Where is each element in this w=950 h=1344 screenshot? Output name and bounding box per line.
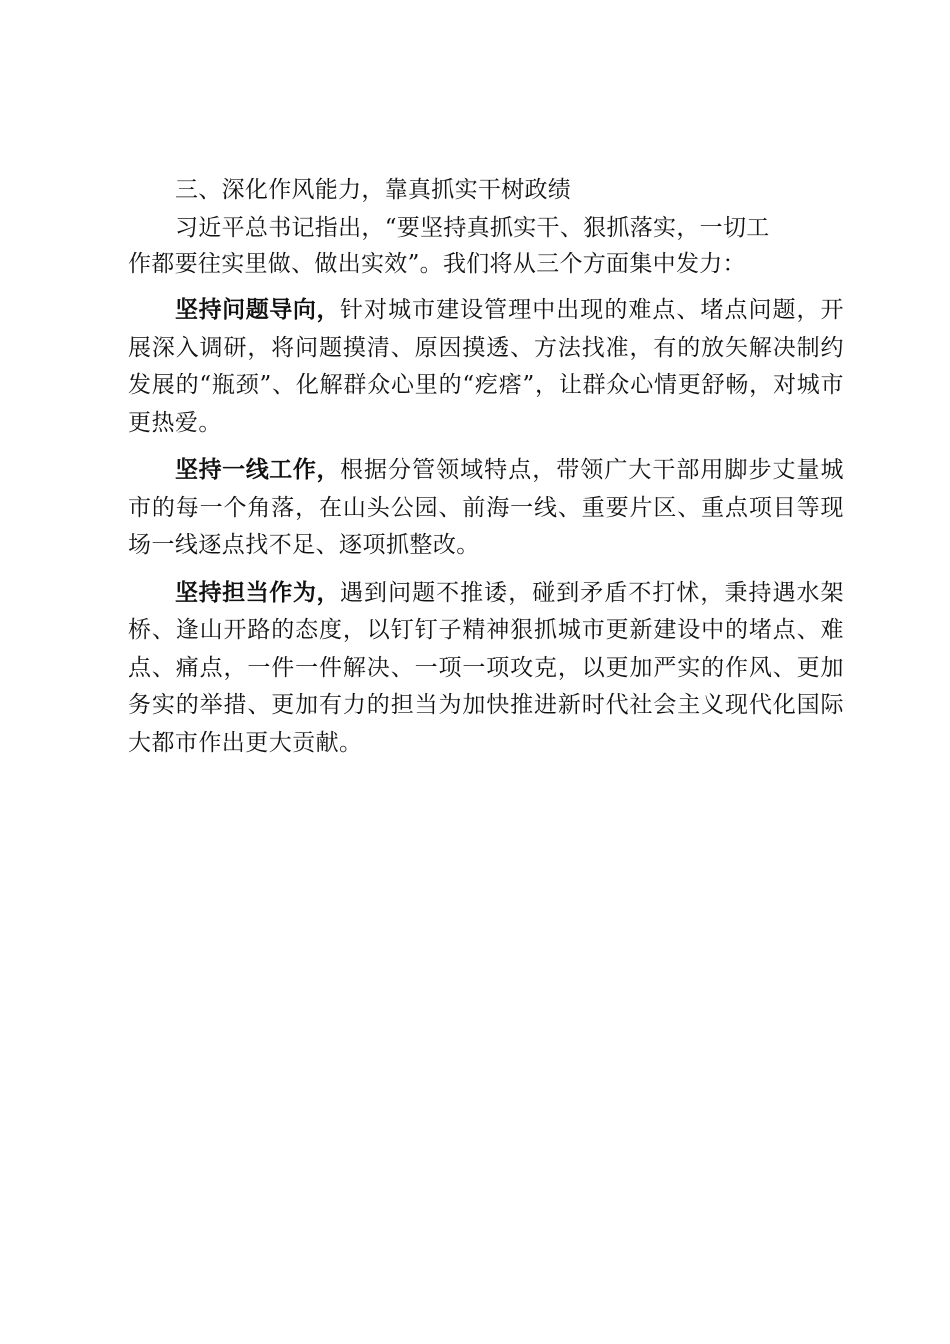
section-heading: 三、深化作风能力，靠真抓实干树政绩 (175, 177, 572, 203)
paragraph-lead: 坚持问题导向， (175, 297, 341, 323)
intro-line-2: 作都要往实里做、做出实效”。我们将从三个方面集中发力： (128, 251, 746, 277)
paragraph-responsibility (128, 575, 844, 763)
paragraph-frontline-work (128, 452, 844, 565)
intro-line-1: 习近平总书记指出，“要坚持真抓实干、狠抓落实，一切工 (175, 215, 770, 241)
paragraph-problem-orientation (128, 292, 844, 442)
paragraph-body: 针对城市建设管理中出现的难点、堵点问题，开展深入调研，将问题摸清、原因摸透、方法找准，有的放矢解决制约发展的“瓶颈”、化解群众心里的“疙瘩”，让群众心情更舒畅，对城市更热爱。 (128, 297, 844, 436)
paragraph-body: 遇到问题不推诿，碰到矛盾不打怵，秉持遇水架桥、逢山开路的态度，以钉钉子精神狠抓城市更新建设中的堵点、难点、痛点，一件一件解决、一项一项攻克，以更加严实的作风、更加务实的举措、更加有力的担当为加快推进新时代社会主义现代化国际大都市作出更大贡献。 (128, 579, 844, 756)
paragraph-lead: 坚持担当作为， (175, 579, 341, 606)
paragraph-lead: 坚持一线工作， (175, 457, 341, 483)
document-body (128, 172, 844, 762)
paragraph-body: 根据分管领域特点，带领广大干部用脚步丈量城市的每一个角落，在山头公园、前海一线、重要片区、重点项目等现场一线逐点找不足、逐项抓整改。 (128, 457, 844, 558)
